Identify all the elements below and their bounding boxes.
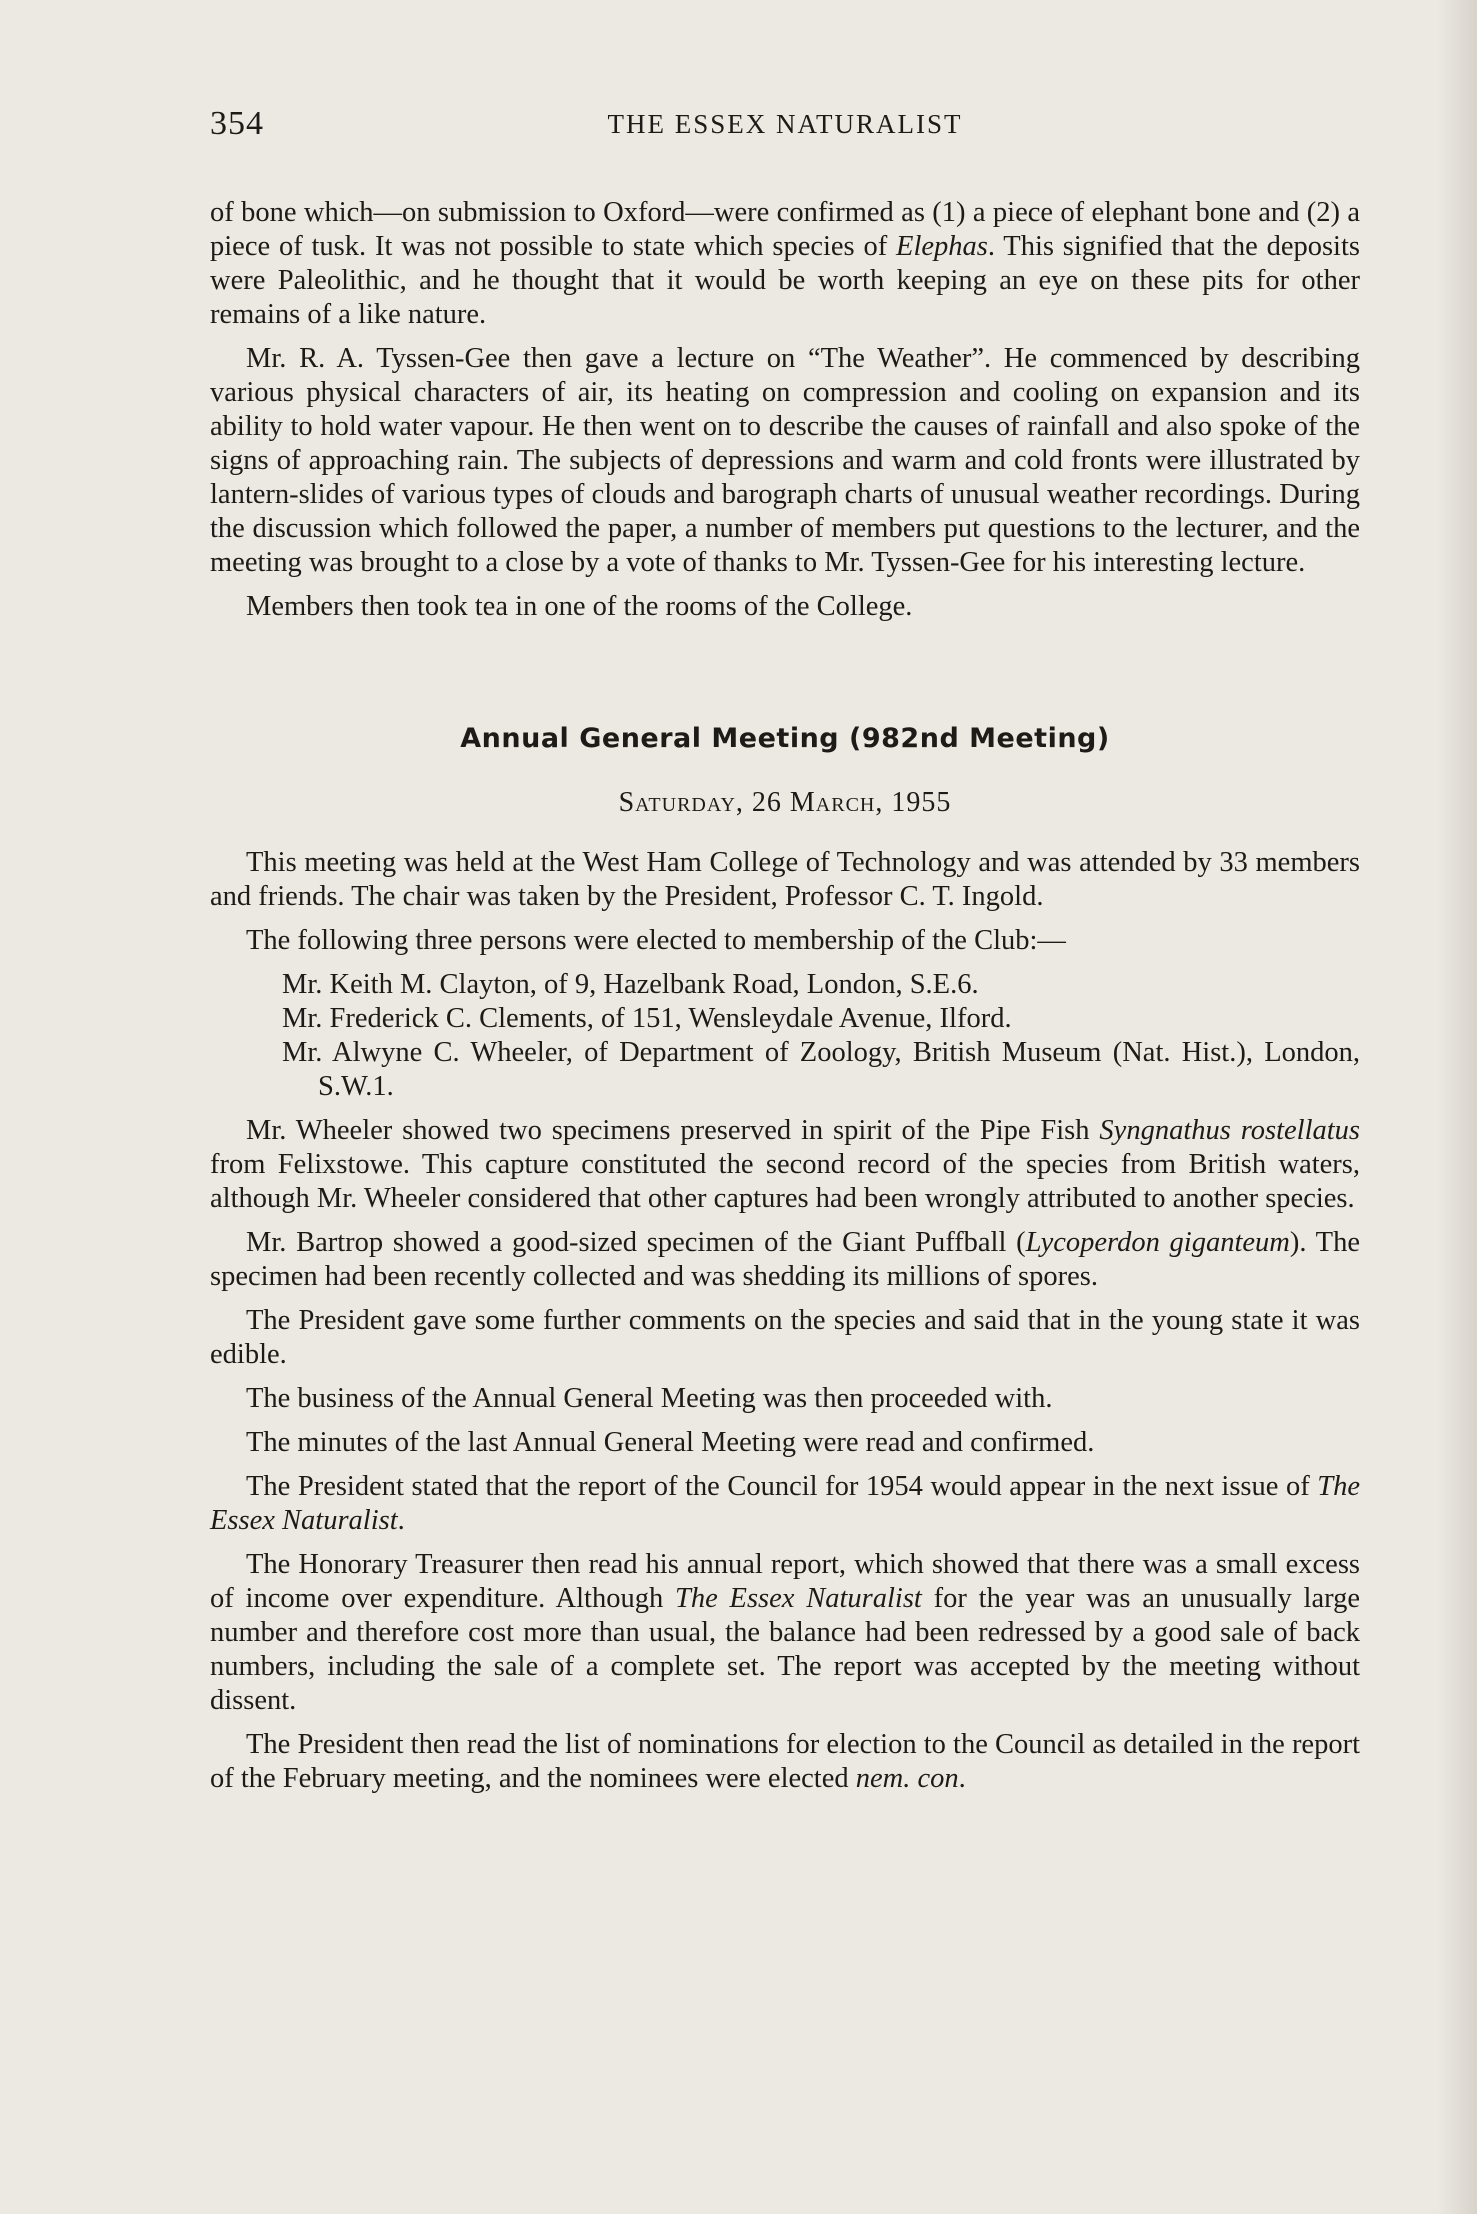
running-header [210, 105, 1360, 145]
paragraph-text: The President then read the list of nominations for election to the Council as detailed in the report of the February meeting, and the nominees were elected [210, 1729, 1360, 1794]
date-number: 26 [751, 787, 782, 818]
paragraph-text: . [397, 1505, 405, 1536]
paragraph-text: ). The specimen had been recently collected and was shedding its millions of spores. [210, 1227, 1360, 1292]
paragraph-text: Mr. Wheeler showed two specimens preserved in spirit of the Pipe Fish [246, 1115, 1100, 1146]
date-month: March, [789, 787, 884, 818]
latin-phrase: nem. con [855, 1763, 959, 1794]
taxon-name: Syngnathus rostellatus [1099, 1115, 1361, 1146]
section-spacer [210, 634, 1360, 722]
paragraph-text: of bone which—on submission to Oxford—were confirmed as (1) a piece of elephant bone and (2) a piece of tusk. It was not possible to state which species of [210, 197, 1360, 262]
paragraph-membership-intro: The following three persons were elected to membership of the Club:— [246, 925, 1066, 956]
list-item: Mr. Alwyne C. Wheeler, of Department of Zoology, British Museum (Nat. Hist.), London, S.W.1. [282, 1037, 1360, 1102]
date-year: 1955 [891, 787, 952, 818]
paragraph-text: Mr. Bartrop showed a good-sized specimen of the Giant Puffball ( [246, 1227, 1026, 1258]
body-text [210, 196, 1360, 1806]
paragraph-minutes: The minutes of the last Annual General Meeting were read and confirmed. [246, 1427, 1095, 1458]
list-item: Mr. Keith M. Clayton, of 9, Hazelbank Road, London, S.E.6. [282, 969, 979, 1000]
paragraph-text: . [958, 1763, 966, 1794]
date-day: Saturday, [618, 787, 744, 818]
section-heading: Annual General Meeting (982nd Meeting) [460, 723, 1110, 754]
paragraph-council-report [210, 1470, 1360, 1538]
paragraph-tea: Members then took tea in one of the rooms of the College. [246, 591, 913, 622]
paragraph-text: . This signified that the deposits were Paleolithic, and he thought that it would be worth keeping an eye on these pits for other remains of a like nature. [210, 231, 1360, 330]
meeting-date [210, 786, 1360, 820]
taxon-name: Lycoperdon giganteum [1025, 1227, 1290, 1258]
paragraph-text: The Honorary Treasurer then read his annual report, which showed that there was a small excess of income over expenditure. Although [210, 1549, 1360, 1614]
paragraph-text: from Felixstowe. This capture constituted the second record of the species from British waters, although Mr. Wheeler considered that other captures had been wrongly attributed to another species. [210, 1149, 1360, 1214]
journal-name: The Essex Naturalist [675, 1583, 922, 1614]
paragraph-meeting-details: This meeting was held at the West Ham College of Technology and was attended by 33 members and friends. The chair was taken by the President, Professor C. T. Ingold. [210, 847, 1360, 912]
page-number: 354 [210, 105, 264, 142]
paragraph-nominations [210, 1728, 1360, 1796]
paragraph-text: The President stated that the report of the Council for 1954 would appear in the next issue of [246, 1471, 1318, 1502]
journal-name: The Essex Naturalist [210, 1471, 1360, 1536]
page-edge-shadow [1437, 0, 1477, 2214]
paragraph-continued [210, 196, 1360, 332]
journal-title: THE ESSEX NATURALIST [607, 109, 963, 139]
new-members-list [282, 968, 1360, 1104]
paragraph-president-comments: The President gave some further comments on the species and said that in the young state it was edible. [210, 1305, 1360, 1370]
taxon-name: Elephas [896, 231, 988, 262]
list-item: Mr. Frederick C. Clements, of 151, Wensleydale Avenue, Ilford. [282, 1003, 1012, 1034]
paragraph-text: for the year was an unusually large number and therefore cost more than usual, the balance had been redressed by a good sale of back numbers, including the sale of a complete set. The report was accepted by the meeting without dissent. [210, 1583, 1361, 1716]
paragraph-lecture: Mr. R. A. Tyssen-Gee then gave a lecture on “The Weather”. He commenced by describing various physical characters of air, its heating on compression and cooling on expansion and its ability to hold water vapour. He then went on to describe the causes of rainfall and also spoke of the signs of approaching rain. The subjects of depressions and warm and cold fronts were illustrated by lantern-slides of various types of clouds and barograph charts of unusual weather recordings. During the discussion which followed the paper, a number of members put questions to the lecturer, and the meeting was brought to a close by a vote of thanks to Mr. Tyssen-Gee for his interesting lecture. [210, 343, 1360, 578]
paragraph-business: The business of the Annual General Meeting was then proceeded with. [246, 1383, 1053, 1414]
paragraph-treasurer-report [210, 1548, 1360, 1718]
paragraph-puffball [210, 1226, 1360, 1294]
paragraph-pipe-fish [210, 1114, 1360, 1216]
